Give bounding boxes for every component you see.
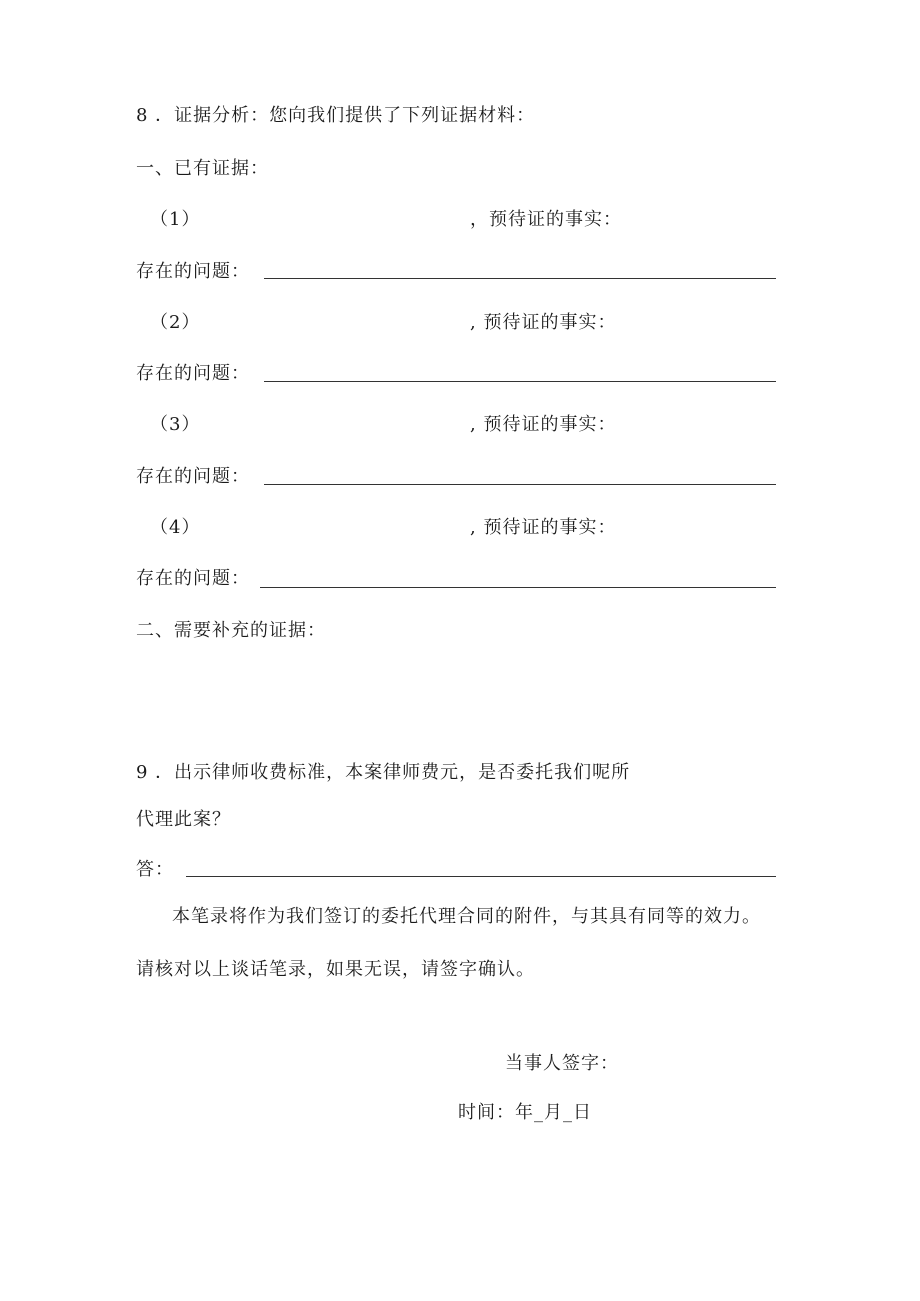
closing-line-2: 请核对以上谈话笔录，如果无误，请签字确认。 [136,959,535,980]
evidence-issue-label: 存在的问题： [136,568,250,589]
evidence-fact-label: , 预待证的事实： [470,312,617,333]
evidence-item-number: （2） [150,312,201,333]
evidence-issue-label: 存在的问题： [136,466,250,487]
existing-evidence-title: 一、已有证据： [136,158,269,179]
evidence-item-number: （3） [150,414,201,435]
evidence-issue-blank[interactable] [264,484,776,485]
answer-blank[interactable] [186,876,776,877]
closing-line-1: 本笔录将作为我们签订的委托代理合同的附件，与其具有同等的效力。 [172,906,761,927]
evidence-fact-label: ，预待证的事实： [470,209,622,230]
evidence-issue-label: 存在的问题： [136,363,250,384]
supplement-evidence-title: 二、需要补充的证据： [136,620,326,641]
section-9-question-line1: 9 ．出示律师收费标准，本案律师费元，是否委托我们呢所 [136,762,631,783]
evidence-fact-label: , 预待证的事实： [470,517,617,538]
evidence-issue-blank[interactable] [264,278,776,279]
section-9-question-line2: 代理此案？ [136,809,231,830]
evidence-issue-blank[interactable] [264,381,776,382]
evidence-issue-label: 存在的问题： [136,261,250,282]
date-label: 时间：年_月_日 [458,1102,592,1123]
evidence-item-number: （4） [150,517,201,538]
party-signature-label: 当事人签字： [505,1053,619,1074]
section-8-heading: 8 ．证据分析：您向我们提供了下列证据材料： [136,105,536,126]
evidence-item-number: （1） [150,209,201,230]
evidence-fact-label: , 预待证的事实： [470,414,617,435]
evidence-issue-blank[interactable] [260,587,776,588]
answer-label: 答： [136,859,174,880]
